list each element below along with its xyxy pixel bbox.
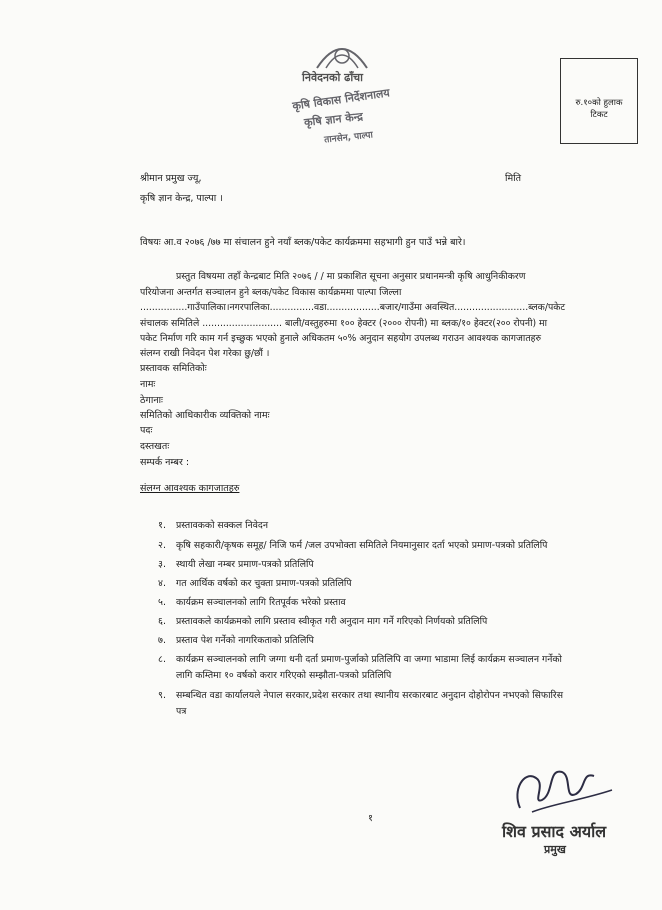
stamp-line-directorate: कृषि विकास निर्देशनालय [291,86,391,113]
postage-stamp-label-2: टिकट [590,110,608,120]
page-number: १ [368,813,373,824]
body-line: पकेट निर्माण गरि काम गर्न इच्छुक भएको हुनाले अधिकतम ५०% अनुदान सहयोग उपलब्ध गराउन आवश्यक कागजातहरु [140,333,542,344]
field-official-name: समितिको आधिकारीक व्यक्तिको नामः [140,410,270,421]
attachment-text: प्रस्तावकको सक्कल निवेदन [176,520,269,531]
body-line: परियोजना अन्तर्गत सञ्चालन हुने ब्लक/पकेट विकास कार्यक्रममा पाल्पा जिल्ला [140,287,402,298]
attachment-text: कार्यक्रम सञ्चालनको लागि रितपूर्वक भरेको प्रस्ताव [176,597,346,608]
date-label: मिति [505,173,522,184]
stamp-line-location: तानसेन, पाल्पा [323,130,374,146]
attachment-number: ८. [158,654,166,665]
signatory-title: प्रमुख [544,843,566,856]
attachment-text: कृषि सहकारी/कृषक समूह/ निजि फर्म /जल उपभोक्ता समितिले नियमानुसार दर्ता भएको प्रमाण-पत्रको प्रतिलिपि [176,540,548,551]
attachment-number: २. [158,540,166,551]
attachment-number: ९. [158,690,166,701]
body-line: ................गाउँपालिका।नगरपालिका...............वडा..................बजार/गाउँमा अवस्थित.........................ब्लक/पकेट [140,302,566,313]
handwritten-signature-icon [502,760,622,820]
field-name: नामः [140,379,156,390]
subject-line: विषयः आ.व २०७६ /७७ मा संचालन हुने नयाँ ब्लक/पकेट कार्यक्रममा सहभागी हुन पाउँ भन्ने बारे। [140,237,466,248]
attachment-number: ५. [158,597,166,608]
attachment-number: ३. [158,559,166,570]
field-contact-number: सम्पर्क नम्बर : [140,457,190,468]
attachment-text-cont: लागि कम्तिमा १० वर्षको करार गरिएको सम्झौता-पत्रको प्रतिलिपि [176,670,392,681]
attachment-text: स्थायी लेखा नम्बर प्रमाण-पत्रको प्रतिलिपि [176,559,314,570]
attachment-text: प्रस्ताव पेश गर्नेको नागरिकताको प्रतिलिपि [176,635,314,646]
attachment-text: कार्यक्रम सञ्चालनको लागि जग्गा धनी दर्ता प्रमाण-पुर्जाको प्रतिलिपि वा जग्गा भाडामा लिई कार्यक्रम सञ्चालन गर्नेको [176,654,562,665]
stamp-line-center: कृषि ज्ञान केन्द्र [303,109,364,130]
body-line: प्रस्तुत विषयमा तहाँ केन्द्रबाट मिति २०७६ / / मा प्रकाशित सूचना अनुसार प्रधानमन्त्री कृषि आधुनिकीकरण [176,271,526,282]
emblem-icon [312,36,372,70]
field-proposer-committee: प्रस्तावक समितिकोः [140,363,207,374]
attachment-text: सम्बन्धित वडा कार्यालयले नेपाल सरकार,प्रदेश सरकार तथा स्थानीय सरकारबाट अनुदान दोहोरोपन नभएको सिफारिस [176,690,563,701]
attachment-number: ६. [158,616,166,627]
attachments-heading: संलग्न आवश्यक कागजातहरु [140,483,240,494]
attachment-number: ४. [158,578,166,589]
field-position: पदः [140,425,153,436]
attachment-text: गत आर्थिक वर्षको कर चुक्ता प्रमाण-पत्रको प्रतिलिपि [176,578,352,589]
signatory-name: शिव प्रसाद अर्याल [502,822,607,841]
addressee-line-2: कृषि ज्ञान केन्द्र, पाल्पा । [140,193,223,204]
postage-stamp-box [560,58,638,144]
attachment-text-cont: पत्र [176,706,187,717]
signature-block [492,760,642,860]
body-line: संचालक समितिले ........................... बाली/वस्तुहरुमा १०० हेक्टर (२००० रोपनी) मा ब्लक/१० हेक्टर(२०० रोपनी) मा [140,318,548,329]
attachment-number: ७. [158,635,166,646]
addressee-line-1: श्रीमान प्रमुख ज्यू, [140,173,202,184]
postage-stamp-label: रु.१०को हुलाक [575,98,623,108]
attachment-number: १. [158,520,166,531]
field-signature: दस्तखतः [140,441,170,452]
field-address: ठेगानाः [140,395,163,406]
stamp-title: निवेदनको ढाँचा [302,71,364,84]
body-line: संलग्न राखी निवेदन पेश गरेका छु/छौं । [140,348,270,359]
office-stamp [282,36,402,146]
attachment-text: प्रस्तावकले कार्यक्रमको लागि प्रस्ताव स्वीकृत गरी अनुदान माग गर्ने गरिएको निर्णयको प्रतिलिपि [176,616,488,627]
